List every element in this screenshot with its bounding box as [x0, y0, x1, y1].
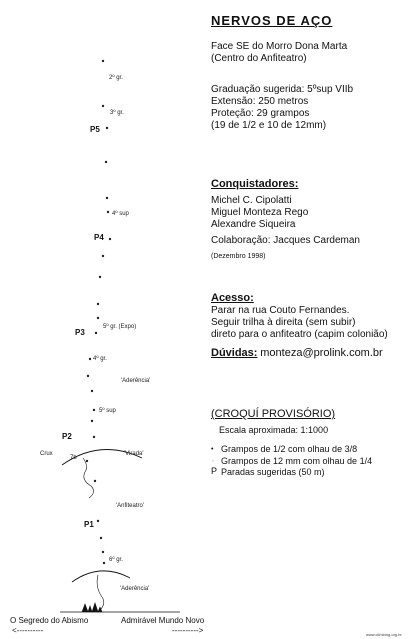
bolt-half-inch-icon: • — [211, 446, 214, 453]
scale-line: Escala aproximada: 1:1000 — [219, 425, 329, 435]
acesso-heading: Acesso: — [211, 292, 254, 304]
grade-label: 3º gr. — [110, 110, 124, 116]
face-line: Face SE do Morro Dona Marta — [211, 41, 348, 52]
face-line: (Centro do Anfiteatro) — [211, 53, 307, 64]
route-line-bottom — [97, 575, 104, 609]
feature-label: 'Anfiteatro' — [116, 503, 144, 509]
bolt-icon — [97, 303, 99, 305]
bolt-icon — [105, 161, 107, 163]
belay-p-icon: P — [211, 466, 218, 476]
route-info — [211, 0, 416, 639]
bolt-icon — [103, 562, 105, 564]
feature-label: 'Aderência' — [121, 378, 151, 384]
lower-roof-line — [72, 571, 130, 582]
site-url: www.climbing.org.br — [366, 632, 402, 637]
croqui-heading: (CROQUÍ PROVISÓRIO) — [211, 408, 336, 420]
access-line: Seguir trilha à direita (sem subir) — [211, 317, 356, 328]
bolt-icon — [93, 436, 95, 438]
duvidas-label: Dúvidas: — [211, 347, 258, 359]
route-title: NERVOS DE AÇO — [211, 13, 333, 28]
bolt-icon — [97, 317, 99, 319]
belay-label: P1 — [84, 520, 94, 529]
right-route-arrow: ----------> — [172, 626, 204, 635]
stat-line: Graduação sugerida: 5ºsup VIIb — [211, 84, 354, 95]
bolt-icon — [102, 255, 104, 257]
bolt-icon — [91, 420, 93, 422]
bolt-12mm-icon: ‧ — [212, 459, 214, 465]
belay-label: P2 — [62, 432, 72, 441]
route-line-lower — [83, 458, 94, 498]
access-line: direto para o anfiteatro (capim colonião) — [211, 329, 388, 340]
grade-label: 2º gr. — [109, 75, 123, 81]
stat-line: Extensão: 250 metros — [211, 96, 309, 107]
bolt-icon — [94, 480, 96, 482]
feature-label: 7b — [70, 455, 77, 461]
date-line: (Dezembro 1998) — [211, 253, 266, 260]
stat-line: Proteção: 29 grampos — [211, 108, 310, 119]
legend-text: Paradas sugeridas (50 m) — [221, 467, 325, 477]
left-route-arrow: <---------- — [12, 626, 44, 635]
bolt-icon — [89, 358, 91, 360]
grade-label: 5º sup — [99, 408, 116, 414]
grade-label: 6º gr. — [109, 557, 123, 563]
bolt-icon — [95, 332, 97, 334]
bolt-icon — [93, 409, 95, 411]
bolt-icon — [91, 390, 93, 392]
author-name: Miguel Monteza Rego — [211, 207, 309, 218]
grade-label: 5º gr. (Expo) — [103, 324, 137, 330]
bolt-icon — [109, 238, 111, 240]
bolt-icon — [107, 211, 109, 213]
bolt-icon — [86, 460, 88, 462]
bolt-icon — [100, 537, 102, 539]
bolt-icon — [106, 197, 108, 199]
stat-line: (19 de 1/2 e 10 de 12mm) — [211, 120, 327, 131]
conquistadores-heading: Conquistadores: — [211, 178, 299, 190]
belay-label: P5 — [90, 125, 100, 134]
feature-label: 'Aderência' — [120, 586, 150, 592]
feature-label: 'Virada' — [124, 451, 144, 457]
legend-text: Grampos de 1/2 com olhau de 3/8 — [221, 444, 358, 454]
author-name: Michel C. Cipolatti — [211, 195, 292, 206]
bushes — [82, 603, 102, 612]
right-route-name: Admirável Mundo Novo — [121, 616, 205, 625]
grade-label: 4º gr. — [93, 356, 107, 362]
grade-label: 4º sup — [112, 211, 129, 217]
left-route-name: O Segredo do Abismo — [10, 616, 89, 625]
contact-email[interactable]: monteza@prolink.com.br — [260, 347, 383, 359]
collaboration-line: Colaboração: Jacques Cardeman — [211, 235, 360, 246]
legend-text: Grampos de 12 mm com olhau de 1/4 — [221, 456, 373, 466]
belay-label: P4 — [94, 233, 104, 242]
access-line: Parar na rua Couto Fernandes. — [211, 305, 350, 316]
feature-label: Crux — [40, 451, 53, 457]
bolt-icon — [102, 551, 104, 553]
bolt-icon — [102, 60, 104, 62]
bolt-icon — [99, 276, 101, 278]
bolt-icon — [97, 520, 99, 522]
bolt-icon — [106, 127, 108, 129]
belay-label: P3 — [75, 328, 85, 337]
bolt-icon — [102, 105, 104, 107]
contact-line — [211, 347, 383, 360]
bolt-icon — [87, 375, 89, 377]
author-name: Alexandre Siqueira — [211, 219, 296, 230]
